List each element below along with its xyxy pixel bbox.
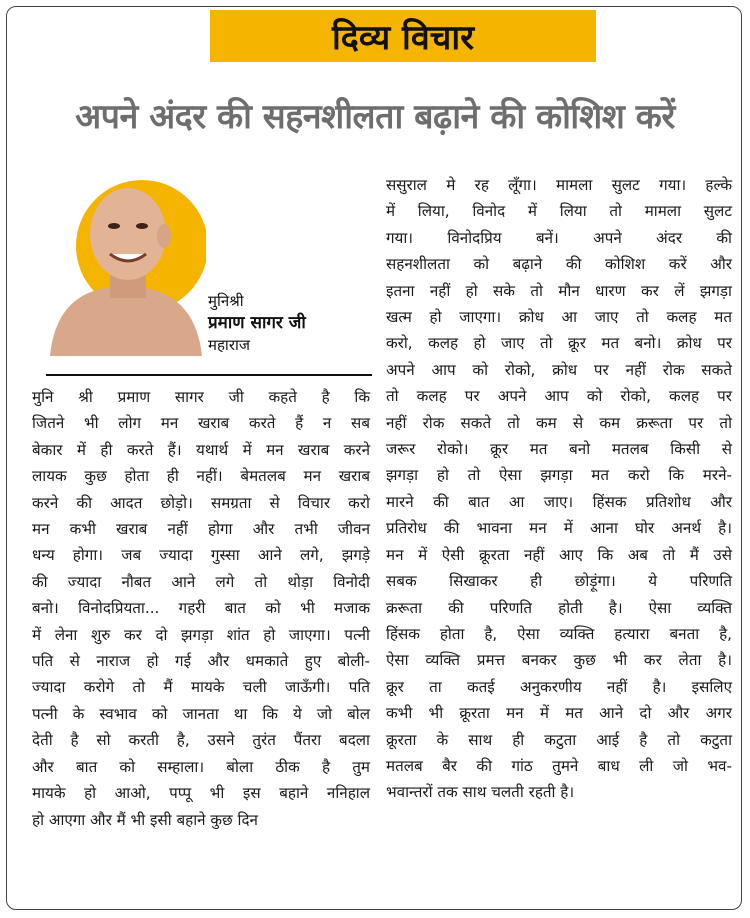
- article-line: मन में ऐसी क्रूरता नहीं आए कि अब तो मैं उसे: [386, 545, 732, 564]
- article-line: में लिया, विनोद में लिया तो मामला सुलट: [386, 202, 732, 221]
- article-line: करने की आदत छोड़ो। समग्रता से विचार करो: [32, 493, 370, 512]
- article-line: हो आएगा और मैं भी इसी बहाने कुछ दिन: [32, 810, 258, 829]
- photo-eye-right: [136, 223, 148, 229]
- article-headline: अपने अंदर की सहनशीलता बढ़ाने की कोशिश करें: [75, 97, 675, 137]
- article-line: ससुराल मे रह लूँगा। मामला सुलट गया। हल्के: [386, 176, 732, 194]
- article-line: करो, कलह हो जाए तो क्रूर मत बनो। क्रोध पर: [386, 334, 732, 353]
- article-line: और बात को सम्हाला। बोला ठीक है तुम: [32, 757, 370, 776]
- article-column-right: [386, 172, 732, 806]
- article-line: ऐसा व्यक्ति प्रमत्त बनकर कुछ भी कर लेता है।: [386, 651, 732, 670]
- article-line: क्ररूता की परिणति होती है। ऐसा व्यक्ति: [386, 598, 732, 617]
- section-banner-label: दिव्य विचार: [331, 18, 475, 58]
- article-line: में लेना शुरु कर दो झगड़ा शांत हो जाएगा। पत्नी: [32, 625, 370, 644]
- article-line: प्रतिरोध की भावना मन में आना घोर अनर्थ है।: [386, 519, 732, 538]
- article-line: तो कलह पर अपने आप को रोको, कलह पर: [386, 387, 732, 406]
- section-banner: [210, 10, 596, 62]
- article-line: मारने की बात आ जाए। हिंसक प्रतिशोध और: [386, 492, 732, 511]
- article-line: सहनशीलता को बढ़ाने की कोशिश करें और: [386, 255, 732, 274]
- article-line: जितने भी लोग मन खराब करते हैं न सब: [32, 414, 370, 433]
- article-line: बनो। विनोदप्रियता... गहरी बात को भी मजाक: [32, 599, 370, 618]
- article-line: देती है सो करती है, उसने तुरंत पैंतरा बदला: [32, 731, 370, 750]
- photo-head: [90, 188, 166, 280]
- article-line: क्रूरता के साथ ही कटुता आई है तो कटुता: [386, 730, 732, 749]
- article-line: नहीं रोक सकते तो कम से कम क्ररूता पर तो: [386, 413, 732, 432]
- article-column-left: [32, 384, 370, 833]
- article-line: अपने आप को रोको, क्रोध पर नहीं रोक सकते: [386, 360, 732, 379]
- photo-ear: [157, 224, 171, 248]
- article-line: बेकार में ही करते हैं। यथार्थ में मन खराब करने: [32, 440, 370, 459]
- article-line: मतलब बैर की गांठ तुमने बाध ली जो भव-: [386, 756, 732, 775]
- article-line: पति से नाराज हो गई और धमकाते हुए बोली-: [32, 652, 370, 671]
- article-line: मन कभी खराब नहीं होगा और तभी जीवन: [32, 520, 370, 539]
- author-title: मुनिश्री: [208, 292, 244, 310]
- credit-divider: [46, 374, 372, 376]
- article-line: हिंसक होता है, ऐसा व्यक्ति हत्यारा बनता है,: [386, 624, 732, 643]
- article-line: क्रूर ता कतई अनुकरणीय नहीं है। इसलिए: [386, 677, 732, 696]
- article-line: झगड़ा हो तो ऐसा झगड़ा मत करो कि मरने-: [386, 466, 732, 485]
- author-suffix: महाराज: [208, 336, 250, 354]
- article-line: जरूर रोको। क्रूर मत बनो मतलब किसी से: [386, 440, 732, 459]
- article-line: भवान्तरों तक साथ चलती रहती है।: [386, 783, 575, 802]
- article-line: सबक सिखाकर ही छोड़ूंगा। ये परिणति: [386, 572, 732, 591]
- article-line: इतना नहीं हो सके तो मौन धारण कर लें झगड़ा: [386, 281, 732, 300]
- photo-eye-left: [108, 223, 120, 229]
- author-photo: [46, 176, 206, 356]
- author-credit: [208, 290, 306, 356]
- article-line: धन्य होगा। जब ज्यादा गुस्सा आने लगे, झगड़े: [32, 546, 370, 565]
- article-line: मुनि श्री प्रमाण सागर जी कहते है कि: [32, 388, 370, 406]
- article-line: कभी भी क्रूरता मन में मत आने दो और अगर: [386, 704, 732, 723]
- article-line: ज्यादा करोगे तो मैं मायके चली जाऊँगी। पति: [32, 678, 370, 697]
- article-line: की ज्यादा नौबत आने लगे तो थोड़ा विनोदी: [32, 572, 370, 591]
- article-line: लायक कुछ होता ही नहीं। बेमतलब मन खराब: [32, 467, 370, 486]
- author-name: प्रमाण सागर जी: [208, 313, 306, 333]
- article-line: पत्नी के स्वभाव को जानता था कि ये जो बोल: [32, 704, 370, 723]
- article-line: गया। विनोदप्रिय बनें। अपने अंदर की: [386, 228, 732, 247]
- article-line: खत्म हो जाएगा। क्रोध आ जाए तो कलह मत: [386, 308, 732, 327]
- article-line: मायके हो आओ, पप्पू भी इस बहाने ननिहाल: [32, 784, 370, 803]
